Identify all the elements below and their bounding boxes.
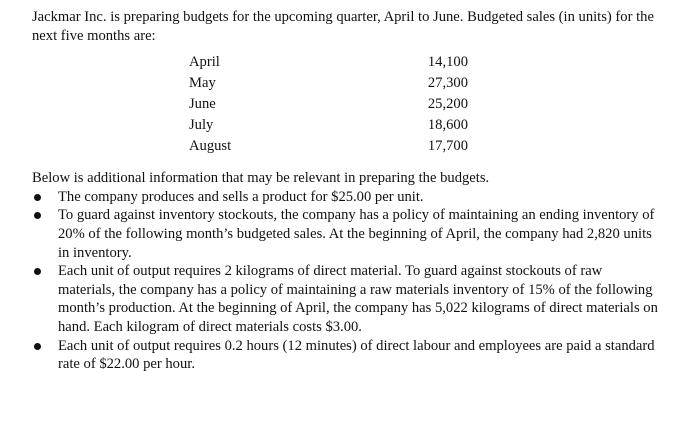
bullet-text: Each unit of output requires 0.2 hours (12 minutes) of direct labour and employees are paid a standard rate of $22.00 per hour.	[58, 337, 655, 373]
sales-month: May	[189, 75, 216, 92]
sales-units: 18,600	[427, 117, 468, 134]
bullet-dot-icon	[34, 212, 41, 219]
sales-units: 27,300	[427, 75, 468, 92]
sales-units: 25,200	[427, 96, 468, 113]
bullet-dot-icon	[34, 268, 41, 275]
sales-month: August	[189, 138, 232, 155]
bullet-dot-icon	[34, 343, 41, 350]
sales-month: July	[189, 117, 214, 134]
budgeted-sales-table	[32, 53, 662, 159]
bullet-item	[32, 337, 662, 374]
sales-month: June	[189, 96, 216, 113]
bullet-item	[32, 188, 662, 207]
sales-row-may	[32, 74, 662, 95]
additional-info-intro: Below is additional information that may be relevant in preparing the budgets.	[32, 170, 490, 187]
bullet-text: Each unit of output requires 2 kilograms of direct material. To guard against stockouts of raw materials, the company has a policy of maintaining a raw materials inventory of 15% of the following month’s production. At the beginning of April, the company has 5,022 kilograms of direct materials on hand. Each kilogram of direct materials costs $3.00.	[58, 263, 658, 335]
bullet-text: The company produces and sells a product for $25.00 per unit.	[58, 188, 424, 205]
sales-row-july	[32, 116, 662, 137]
sales-units: 14,100	[427, 54, 468, 71]
info-bullet-list	[32, 188, 662, 374]
bullet-text: To guard against inventory stockouts, the company has a policy of maintaining an ending inventory of 20% of the following month’s budgeted sales. At the beginning of April, the company had 2,820 units in inventory.	[58, 207, 655, 261]
sales-row-august	[32, 137, 662, 158]
sales-row-april	[32, 53, 662, 74]
sales-row-june	[32, 95, 662, 116]
bullet-item	[32, 262, 662, 336]
document-page	[32, 8, 662, 374]
sales-month: April	[189, 54, 220, 71]
bullet-dot-icon	[34, 194, 41, 201]
intro-paragraph: Jackmar Inc. is preparing budgets for the upcoming quarter, April to June. Budgeted sales (in units) for the next five months are:	[32, 9, 654, 44]
sales-units: 17,700	[427, 138, 468, 155]
bullet-item	[32, 206, 662, 262]
